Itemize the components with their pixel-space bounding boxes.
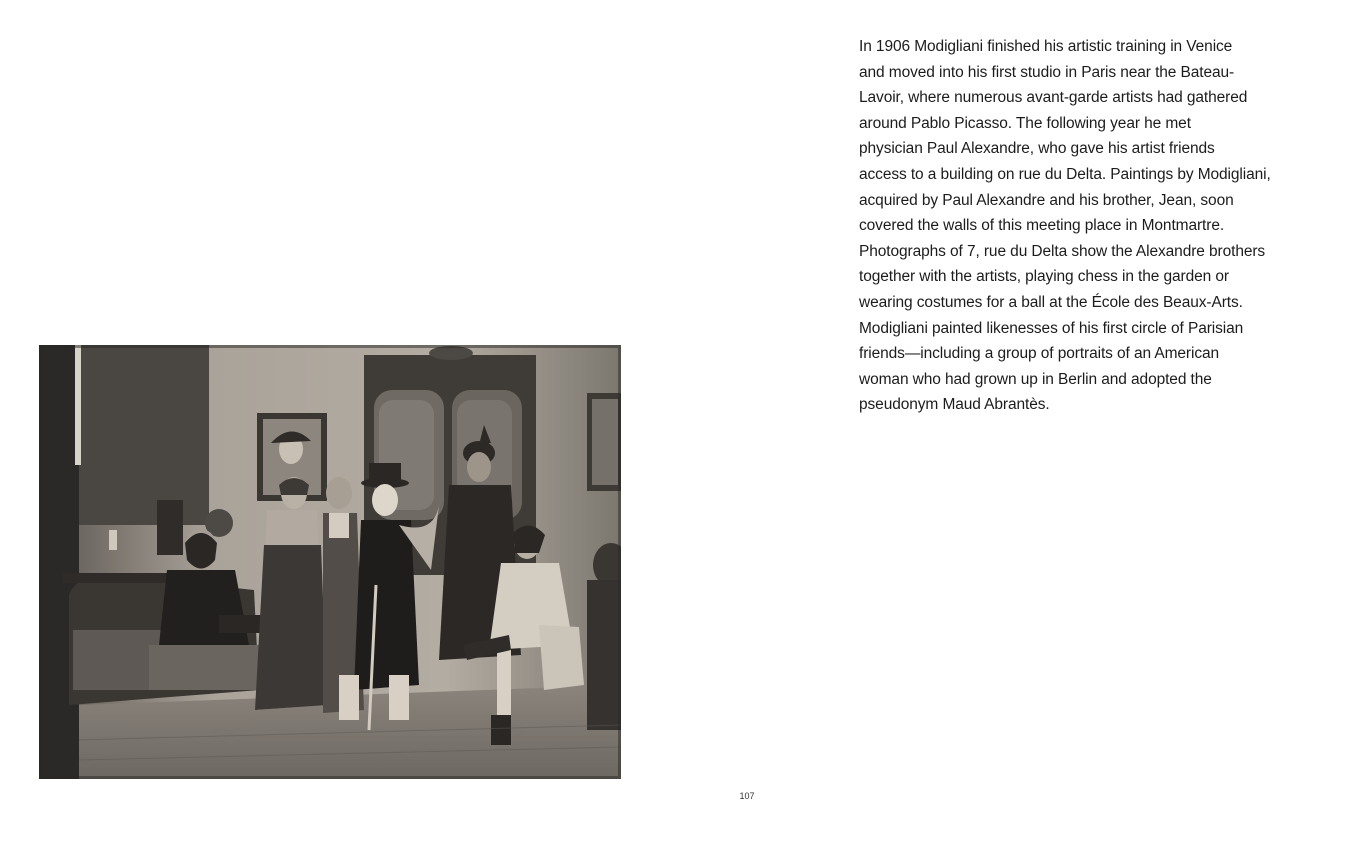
page-number: 107	[739, 791, 755, 801]
body-line: friends—including a group of portraits of an American	[859, 345, 1220, 363]
photograph-group-in-parlor	[39, 345, 621, 779]
body-paragraph	[859, 34, 1329, 418]
archival-photograph	[39, 345, 621, 779]
body-line: together with the artists, playing chess in the garden or	[859, 268, 1229, 286]
body-line: wearing costumes for a ball at the École des Beaux-Arts.	[859, 293, 1243, 311]
body-line: around Pablo Picasso. The following year he met	[859, 114, 1191, 132]
body-line: covered the walls of this meeting place in Montmartre.	[859, 217, 1225, 235]
body-line: Photographs of 7, rue du Delta show the Alexandre brothers	[859, 242, 1266, 260]
body-line: Lavoir, where numerous avant-garde artists had gathered	[859, 89, 1248, 107]
body-line: woman who had grown up in Berlin and adopted the	[859, 370, 1212, 388]
body-line: pseudonym Maud Abrantès.	[859, 396, 1050, 414]
body-line: physician Paul Alexandre, who gave his artist friends	[859, 140, 1215, 158]
body-line: access to a building on rue du Delta. Paintings by Modigliani,	[859, 165, 1271, 183]
body-line: In 1906 Modigliani finished his artistic training in Venice	[859, 38, 1233, 55]
body-line: and moved into his first studio in Paris near the Bateau-	[859, 63, 1235, 81]
body-line: acquired by Paul Alexandre and his brother, Jean, soon	[859, 191, 1234, 209]
body-line: Modigliani painted likenesses of his first circle of Parisian	[859, 319, 1244, 337]
